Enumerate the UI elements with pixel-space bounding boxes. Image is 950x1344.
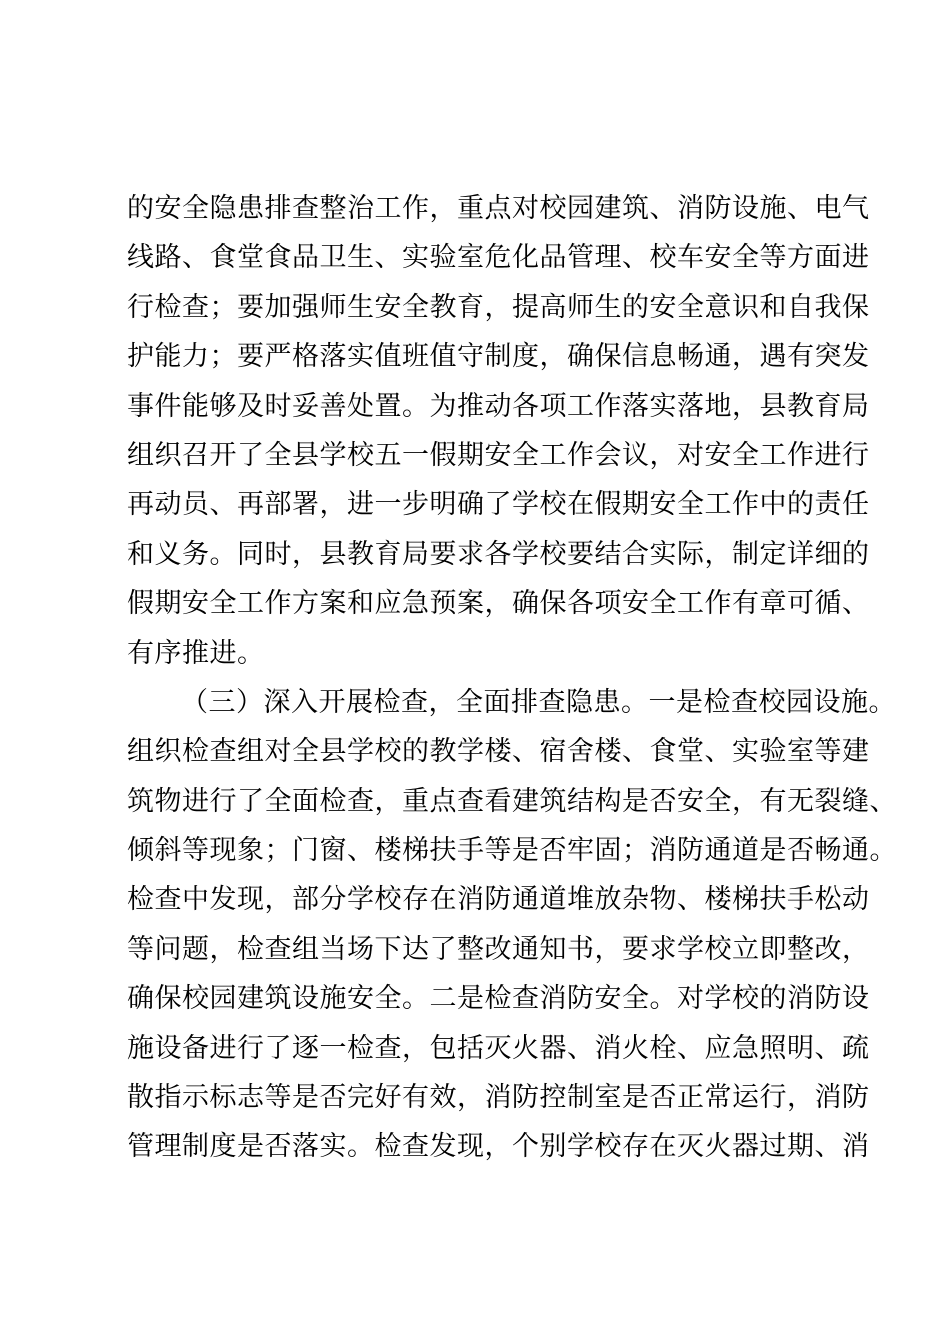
text-line: 倾斜等现象；门窗、楼梯扶手等是否牢固；消防通道是否畅通。 — [127, 835, 897, 867]
text-line: 组织检查组对全县学校的教学楼、宿舍楼、食堂、实验室等建 — [127, 736, 870, 768]
text-line: 管理制度是否落实。检查发现，个别学校存在灭火器过期、消 — [127, 1131, 870, 1163]
text-line: 散指示标志等是否完好有效，消防控制室是否正常运行，消防 — [127, 1082, 870, 1114]
text-line: 线路、食堂食品卫生、实验室危化品管理、校车安全等方面进 — [127, 242, 870, 274]
text-line: 的安全隐患排查整治工作，重点对校园建筑、消防设施、电气 — [127, 193, 870, 224]
text-line: 假期安全工作方案和应急预案，确保各项安全工作有章可循、 — [127, 588, 870, 620]
text-line: 事件能够及时妥善处置。为推动各项工作落实落地，县教育局 — [127, 390, 870, 422]
paragraph-continued — [127, 184, 870, 678]
text-line: 和义务。同时，县教育局要求各学校要结合实际，制定详细的 — [127, 538, 870, 570]
text-line: 再动员、再部署，进一步明确了学校在假期安全工作中的责任 — [127, 489, 870, 521]
section-heading-line: （三）深入开展检查，全面排查隐患。一是检查校园设施。 — [181, 686, 896, 718]
text-line: 施设备进行了逐一检查，包括灭火器、消火栓、应急照明、疏 — [127, 1032, 870, 1064]
text-line: 筑物进行了全面检查，重点查看建筑结构是否安全，有无裂缝、 — [127, 785, 897, 817]
text-line: 检查中发现，部分学校存在消防通道堆放杂物、楼梯扶手松动 — [127, 884, 870, 916]
text-line: 有序推进。 — [127, 637, 265, 669]
text-line: 组织召开了全县学校五一假期安全工作会议，对安全工作进行 — [127, 439, 870, 471]
paragraph-inspection — [127, 678, 897, 1172]
text-line: 行检查；要加强师生安全教育，提高师生的安全意识和自我保 — [127, 291, 870, 323]
text-line: 等问题，检查组当场下达了整改通知书，要求学校立即整改， — [127, 933, 870, 965]
body-text — [127, 184, 897, 1172]
text-line: 确保校园建筑设施安全。二是检查消防安全。对学校的消防设 — [127, 983, 870, 1015]
text-line: 护能力；要严格落实值班值守制度，确保信息畅通，遇有突发 — [127, 341, 870, 373]
